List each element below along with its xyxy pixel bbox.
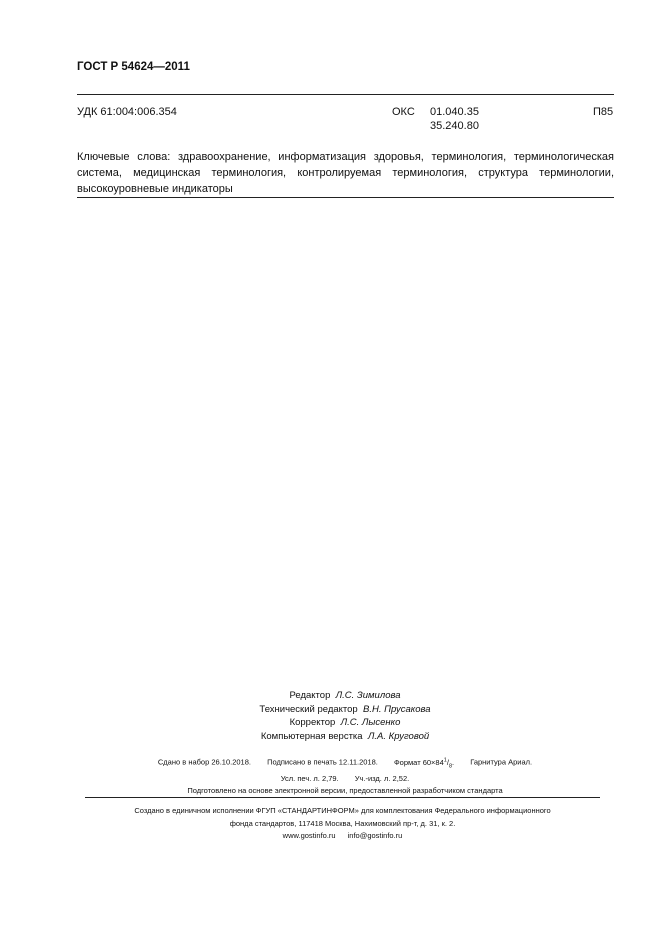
keywords: Ключевые слова: здравоохранение, информатизация здоровья, терминология, терминологическая система, медицинская терминология, контролируемая терминология, структура терминологии, высокоуровневые индикаторы (77, 151, 614, 195)
credit-role: Технический редактор (259, 703, 358, 715)
standard-title: ГОСТ Р 54624—2011 (77, 61, 190, 73)
credit-role: Корректор (289, 717, 336, 728)
credits (0, 689, 661, 743)
format: Формат $60\times 84^1/_8$. (393, 757, 455, 769)
pub-sheets: Уч.-изд. л. 2,52. (354, 773, 410, 783)
credit-layout (0, 730, 661, 744)
credit-name: В.Н. Прусакова (363, 703, 431, 715)
divider (85, 797, 600, 798)
divider (77, 94, 614, 95)
credit-role: Редактор (289, 690, 331, 701)
typeface: Гарнитура Ариал. (470, 757, 533, 767)
prepared-note: Подготовлено на основе электронной версии, предоставленной разработчиком стандарта (187, 786, 503, 795)
publication-info (0, 754, 661, 798)
footer-line-2: фонда стандартов, 117418 Москва, Нахимовский пр-т, д. 31, к. 2. (229, 818, 456, 828)
credit-tech-editor (0, 703, 661, 717)
print-sheets: Усл. печ. л. 2,79. (280, 773, 339, 783)
credit-editor (0, 689, 661, 703)
credit-role: Компьютерная верстка (260, 730, 363, 742)
footer-line-1: Создано в единичном исполнении ФГУП «СТАНДАРТИНФОРМ» для комплектования Федерального информационного (134, 806, 551, 815)
credit-corrector (0, 716, 661, 730)
classification-code: П85 (593, 106, 614, 118)
website-link[interactable]: www.gostinfo.ru (282, 831, 336, 840)
credit-name: Л.А. Круговой (367, 730, 430, 742)
submitted-date: Сдано в набор 26.10.2018. (157, 757, 251, 767)
oks-code-1: 01.040.35 (430, 106, 479, 118)
oks-label: ОКС (392, 106, 415, 118)
credit-name: Л.С. Лысенко (340, 717, 401, 728)
signed-date: Подписано в печать 12.11.2018. (267, 757, 378, 767)
footer (85, 805, 600, 843)
format-num: 1 (443, 757, 447, 763)
credit-name: Л.С. Зимилова (335, 690, 401, 701)
oks-code-2: 35.240.80 (430, 120, 479, 132)
format-den: 8 (448, 763, 452, 769)
format-text: Формат 60×84 (393, 757, 444, 767)
divider (77, 197, 614, 198)
email-link[interactable]: info@gostinfo.ru (347, 831, 403, 840)
format-end: . (452, 757, 455, 767)
udk-code: УДК 61:004:006.354 (77, 106, 177, 118)
